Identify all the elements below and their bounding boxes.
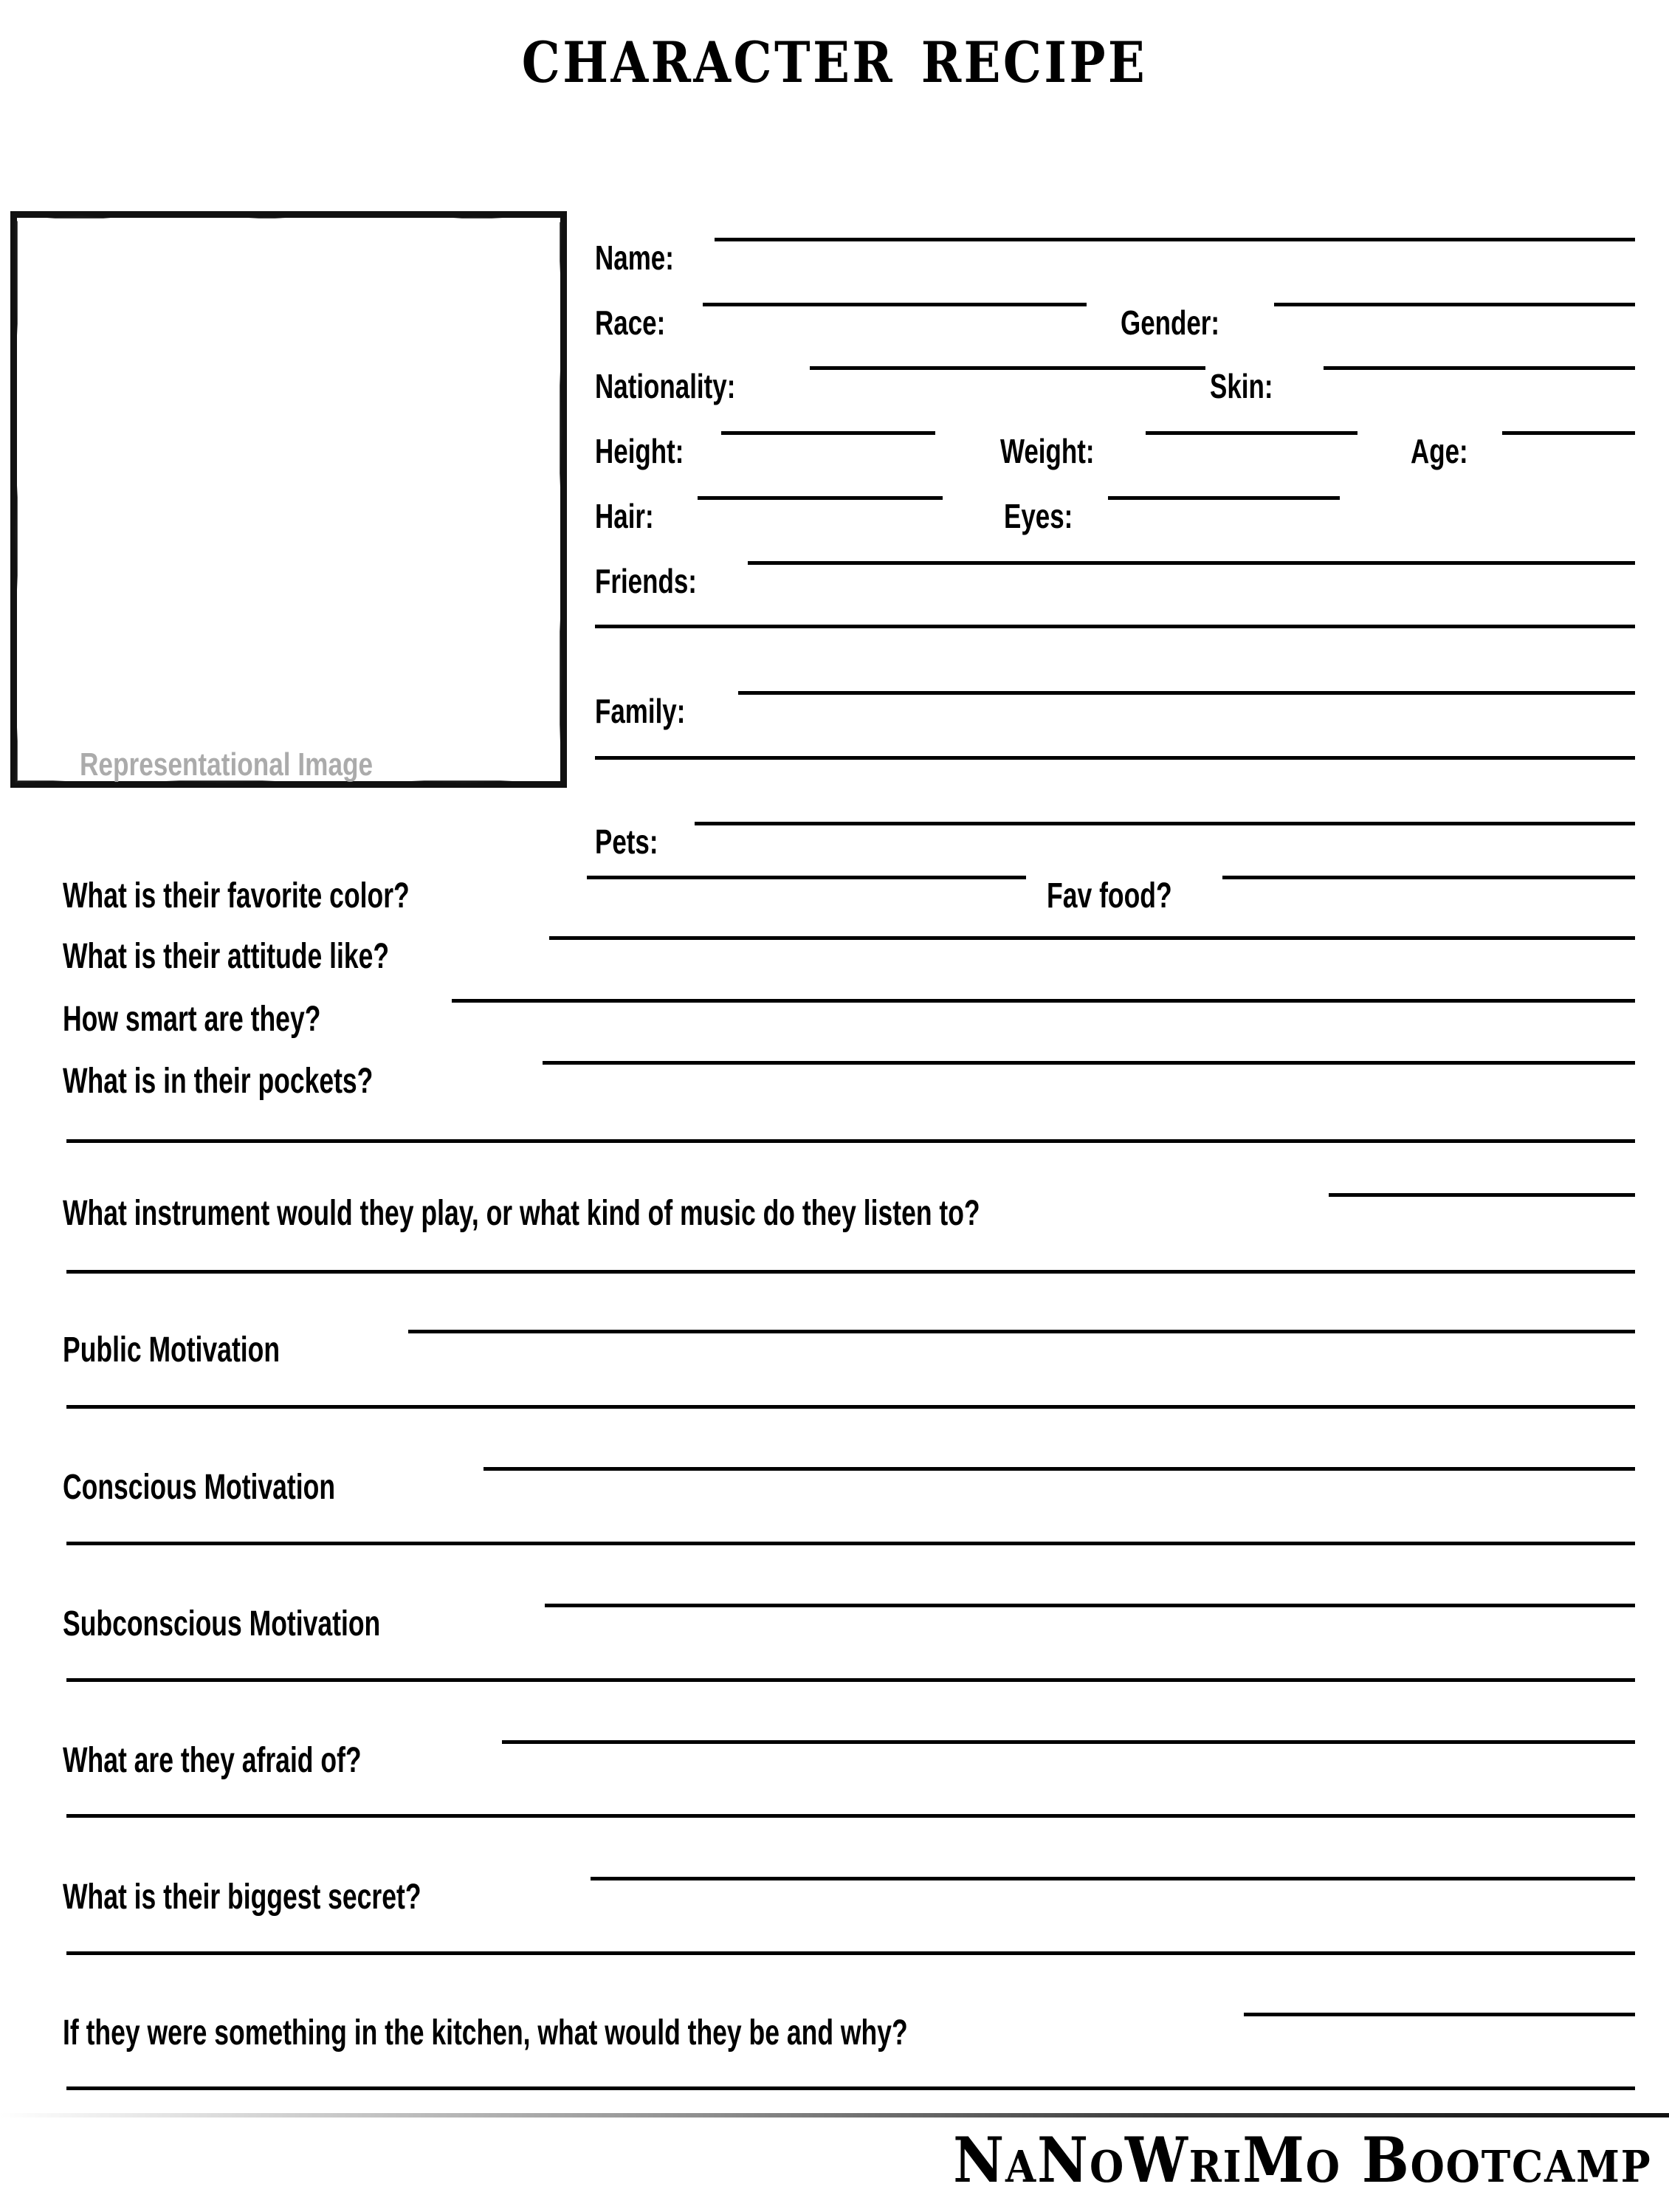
representational-image-caption: Representational Image <box>80 746 374 783</box>
question-line-biggest-secret[interactable] <box>591 1877 1635 1880</box>
question-line-public-motivation-continued[interactable] <box>66 1405 1635 1409</box>
question-label-biggest-secret: What is their biggest secret? <box>63 1878 421 1917</box>
question-line-subconscious-motivation-continued[interactable] <box>66 1678 1635 1682</box>
page-title: character recipe <box>521 8 1148 101</box>
question-line-favorite-color[interactable] <box>587 876 1026 879</box>
footer-brand-nanowrimo-bootcamp: NaNoWriMo Bootcamp <box>952 2123 1651 2196</box>
question-line-public-motivation[interactable] <box>408 1330 1635 1333</box>
question-line-pockets-continued[interactable] <box>66 1139 1635 1143</box>
field-label-pets: Pets: <box>595 822 658 861</box>
field-line-nationality[interactable] <box>810 366 1205 370</box>
question-label-attitude: What is their attitude like? <box>63 937 390 976</box>
question-line-fav-food[interactable] <box>1222 876 1635 879</box>
question-label-instrument-music: What instrument would they play, or what kind of music do they listen to? <box>63 1194 980 1233</box>
field-label-weight: Weight: <box>1000 432 1095 470</box>
question-label-fav-food: Fav food? <box>1047 876 1172 916</box>
question-line-conscious-motivation-continued[interactable] <box>66 1542 1635 1545</box>
question-line-subconscious-motivation[interactable] <box>545 1604 1635 1607</box>
field-label-age: Age: <box>1411 432 1468 470</box>
footer-divider <box>0 2113 1669 2117</box>
question-label-fears: What are they afraid of? <box>63 1741 362 1780</box>
field-label-hair: Hair: <box>595 497 654 535</box>
field-line-friends[interactable] <box>748 561 1635 565</box>
field-label-race: Race: <box>595 303 666 342</box>
representational-image-box[interactable] <box>10 211 567 788</box>
field-label-name: Name: <box>595 238 674 277</box>
question-line-kitchen-metaphor-continued[interactable] <box>66 2086 1635 2090</box>
question-label-subconscious-motivation: Subconscious Motivation <box>63 1604 381 1643</box>
field-line-race[interactable] <box>703 303 1087 306</box>
field-line-name[interactable] <box>715 238 1635 241</box>
field-label-friends: Friends: <box>595 562 697 600</box>
question-line-instrument-music-continued[interactable] <box>66 1270 1635 1274</box>
field-label-height: Height: <box>595 432 684 470</box>
question-label-public-motivation: Public Motivation <box>63 1330 281 1370</box>
image-box-rough-border <box>15 216 562 783</box>
field-line-skin[interactable] <box>1324 366 1635 370</box>
field-line-gender[interactable] <box>1274 303 1635 306</box>
field-line-friends-continued[interactable] <box>595 625 1635 628</box>
field-label-gender: Gender: <box>1121 303 1220 342</box>
question-line-instrument-music[interactable] <box>1329 1193 1635 1197</box>
field-label-skin: Skin: <box>1210 367 1273 405</box>
question-line-intelligence[interactable] <box>452 999 1635 1003</box>
question-label-kitchen-metaphor: If they were something in the kitchen, what would they be and why? <box>63 2013 908 2053</box>
question-line-conscious-motivation[interactable] <box>484 1467 1635 1471</box>
field-line-height[interactable] <box>721 431 935 435</box>
question-line-attitude[interactable] <box>549 936 1635 940</box>
field-line-pets[interactable] <box>695 822 1635 825</box>
question-line-pockets[interactable] <box>543 1061 1635 1065</box>
question-label-favorite-color: What is their favorite color? <box>63 876 410 916</box>
question-label-intelligence: How smart are they? <box>63 1000 321 1039</box>
field-line-family-continued[interactable] <box>595 756 1635 760</box>
field-line-hair[interactable] <box>698 496 943 500</box>
field-label-nationality: Nationality: <box>595 367 736 405</box>
question-label-conscious-motivation: Conscious Motivation <box>63 1468 336 1507</box>
field-line-age[interactable] <box>1502 431 1635 435</box>
question-line-fears-continued[interactable] <box>66 1814 1635 1818</box>
field-label-family: Family: <box>595 692 686 730</box>
question-line-biggest-secret-continued[interactable] <box>66 1951 1635 1955</box>
field-line-weight[interactable] <box>1146 431 1357 435</box>
question-line-kitchen-metaphor[interactable] <box>1244 2013 1635 2016</box>
field-line-eyes[interactable] <box>1108 496 1340 500</box>
field-line-family[interactable] <box>738 691 1635 695</box>
question-line-fears[interactable] <box>502 1740 1635 1744</box>
field-label-eyes: Eyes: <box>1004 497 1073 535</box>
question-label-pockets: What is in their pockets? <box>63 1062 374 1101</box>
